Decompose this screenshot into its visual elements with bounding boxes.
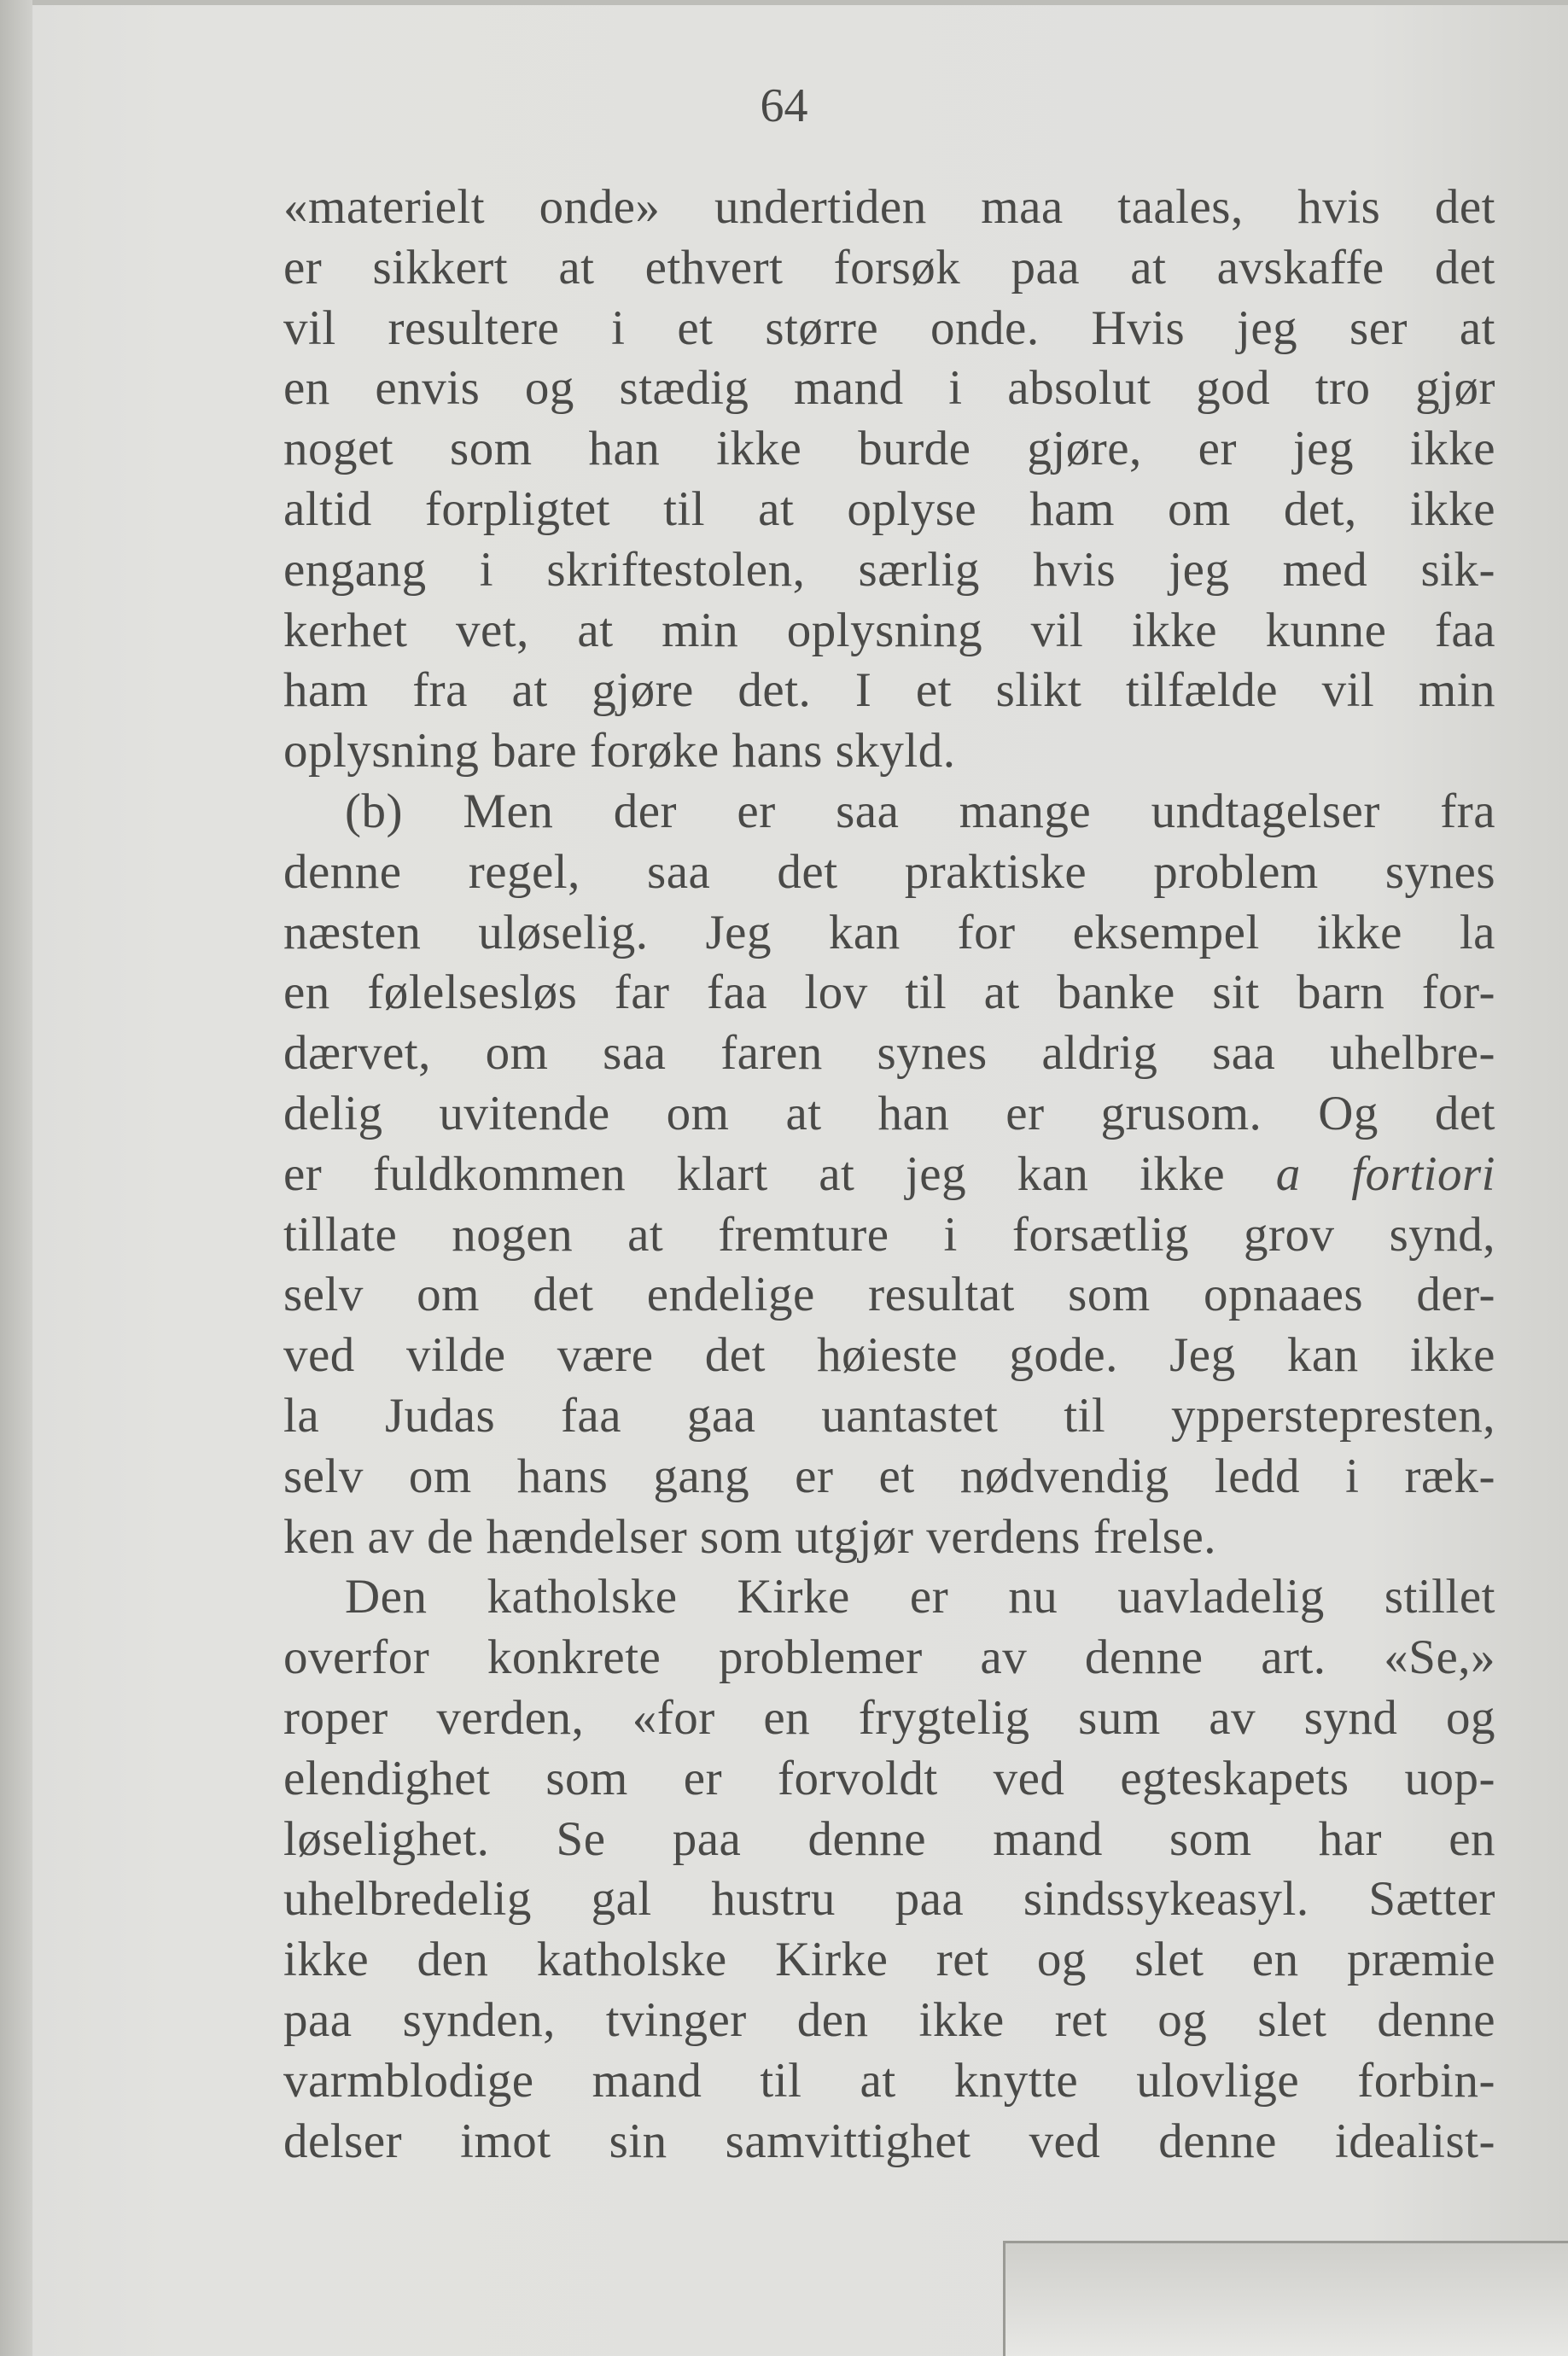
page-number: 64 bbox=[760, 79, 808, 132]
text-line: kerhet vet, at min oplysning vil ikke kunne faa bbox=[283, 603, 1495, 657]
text-line: denne regel, saa det praktiske problem synes bbox=[283, 844, 1495, 899]
text-line: paa synden, tvinger den ikke ret og slet denne bbox=[283, 1992, 1495, 2047]
page-binding-edge bbox=[0, 0, 32, 2356]
text-line: en følelsesløs far faa lov til at banke sit barn for- bbox=[283, 965, 1495, 1020]
text-line: ham fra at gjøre det. I et slikt tilfælde vil min bbox=[283, 663, 1495, 718]
text-line: roper verden, «for en frygtelig sum av synd og bbox=[283, 1690, 1495, 1745]
text-line: er sikkert at ethvert forsøk paa at avskaffe det bbox=[283, 240, 1495, 294]
paper-slip bbox=[1003, 2241, 1568, 2356]
text-line: ved vilde være det høieste gode. Jeg kan ikke bbox=[283, 1328, 1495, 1383]
text-line: løselighet. Se paa denne mand som har en bbox=[283, 1811, 1495, 1866]
text-line: «materielt onde» undertiden maa taales, hvis det bbox=[283, 180, 1495, 234]
text-line: delser imot sin samvittighet ved denne idealist- bbox=[283, 2114, 1495, 2168]
text-line: delig uvitende om at han er grusom. Og det bbox=[283, 1086, 1495, 1140]
text-line: selv om hans gang er et nødvendig ledd i ræk- bbox=[283, 1449, 1495, 1503]
text-line: noget som han ikke burde gjøre, er jeg ikke bbox=[283, 422, 1495, 476]
text-line: en envis og stædig mand i absolut god tro gjør bbox=[283, 361, 1495, 416]
text-line: varmblodige mand til at knytte ulovlige forbin- bbox=[283, 2053, 1495, 2108]
page-top-edge bbox=[0, 0, 1568, 5]
text-line: overfor konkrete problemer av denne art. «Se,» bbox=[283, 1630, 1495, 1685]
text-line: engang i skriftestolen, særlig hvis jeg med sik- bbox=[283, 542, 1495, 597]
text-line: uhelbredelig gal hustru paa sindssykeasyl. Sætter bbox=[283, 1872, 1495, 1927]
text-line: altid forpligtet til at oplyse ham om det, ikke bbox=[283, 481, 1495, 536]
body-text bbox=[283, 178, 1495, 2172]
text-line-with-italic bbox=[283, 1145, 1495, 1205]
text-line: ikke den katholske Kirke ret og slet en præmie bbox=[283, 1933, 1495, 1987]
text-line: næsten uløselig. Jeg kan for eksempel ikke la bbox=[283, 905, 1495, 959]
text-line: (b) Men der er saa mange undtagelser fra bbox=[345, 784, 1495, 838]
text-line: Den katholske Kirke er nu uavladelig stillet bbox=[345, 1570, 1495, 1624]
text-line: la Judas faa gaa uantastet til ypperstepresten, bbox=[283, 1388, 1495, 1443]
text-line: oplysning bare forøke hans skyld. bbox=[283, 724, 956, 779]
italic-phrase: a fortiori bbox=[1275, 1146, 1496, 1201]
text-line: ken av de hændelser som utgjør verdens frelse. bbox=[283, 1509, 1217, 1564]
text-line-part: er fuldkommen klart at jeg kan ikke bbox=[283, 1146, 1226, 1201]
text-line: tillate nogen at fremture i forsætlig grov synd, bbox=[283, 1207, 1495, 1262]
text-line: dærvet, om saa faren synes aldrig saa uhelbre- bbox=[283, 1026, 1495, 1081]
text-line: selv om det endelige resultat som opnaaes der- bbox=[283, 1268, 1495, 1322]
text-line: vil resultere i et større onde. Hvis jeg ser at bbox=[283, 300, 1495, 355]
text-line: elendighet som er forvoldt ved egteskapets uop- bbox=[283, 1751, 1495, 1805]
